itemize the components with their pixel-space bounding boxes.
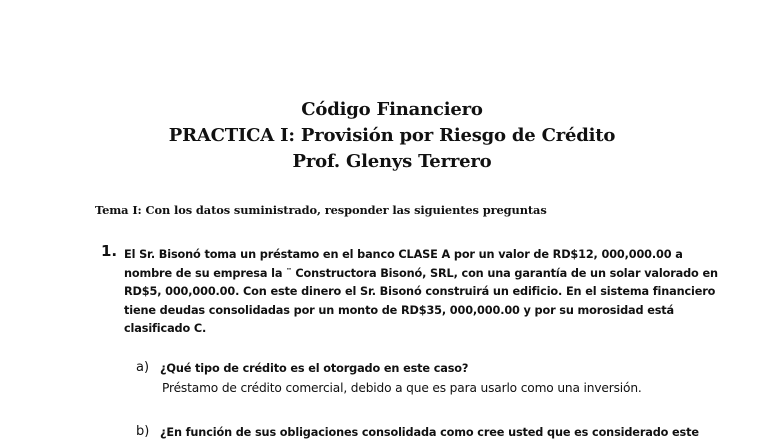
subquestion-a-label: a) [136,360,150,375]
question-text [124,246,718,339]
subquestion-a-answer: Préstamo de crédito comercial, debido a que es para usarlo como una inversión. [162,381,642,395]
topic-instruction: Tema I: Con los datos suministrado, responder las siguientes preguntas [95,203,547,217]
professor-name: Prof. Glenys Terrero [292,151,492,172]
course-title: Código Financiero [301,99,483,120]
question-line: clasificado C. [124,322,207,335]
subquestion-b-text: ¿En función de sus obligaciones consolidada como cree usted que es considerado este [160,426,699,439]
subquestion-b-label: b) [136,424,150,439]
question-line: RD$5, 000,000.00. Con este dinero el Sr. Bisonó construirá un edificio. En el sistema financiero [124,285,716,298]
question-number: 1. [101,242,118,260]
question-line: nombre de su empresa la ¨ Constructora Bisonó, SRL, con una garantía de un solar valorado en [124,266,718,280]
question-line: tiene deudas consolidadas por un monto de RD$35, 000,000.00 y por su morosidad está [124,303,675,317]
subquestion-a-text: ¿Qué tipo de crédito es el otorgado en este caso? [160,362,469,375]
question-line: El Sr. Bisonó toma un préstamo en el banco CLASE A por un valor de RD$12, 000,000.00 a [124,248,683,261]
practice-title: PRACTICA I: Provisión por Riesgo de Crédito [168,125,616,146]
document-title [0,97,784,175]
